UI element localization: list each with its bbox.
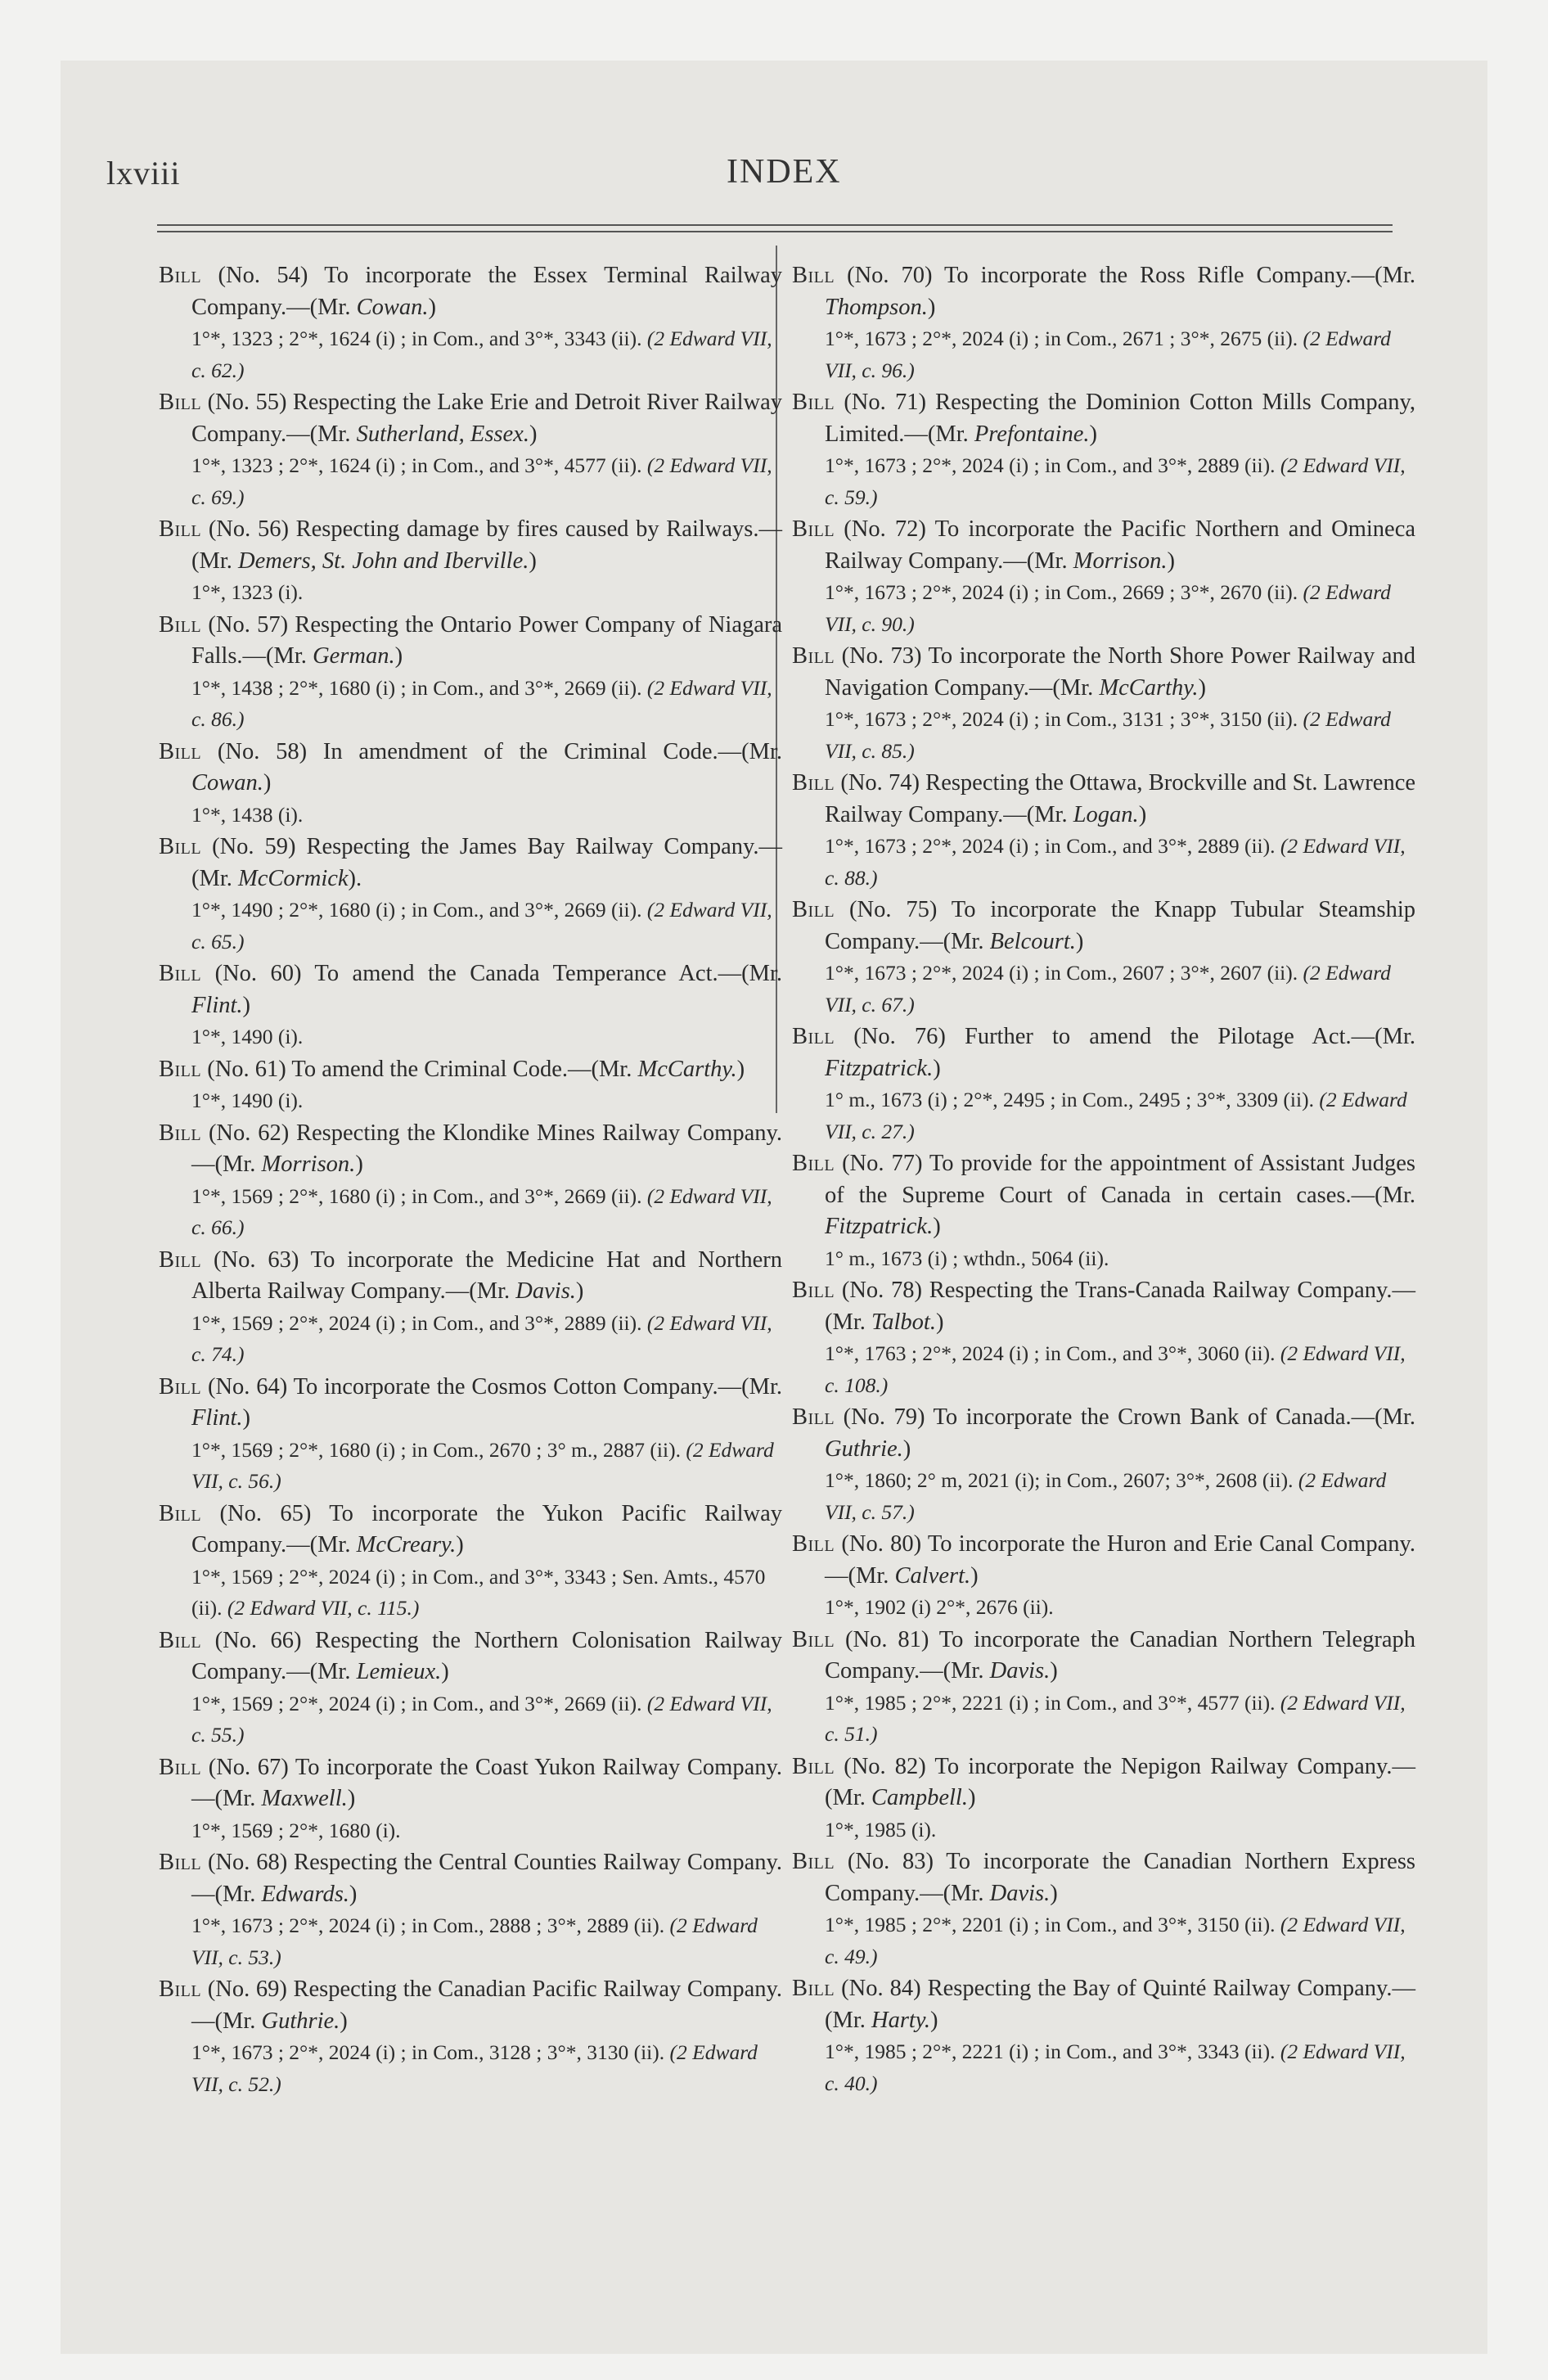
bill-chapter: (2 Edward VII, c. 62.) [191,327,772,382]
bill-references [792,958,1415,1021]
bill-lead: Bill [792,897,835,922]
index-entry [159,1054,782,1117]
bill-mover-close: ) [736,1056,745,1082]
bill-readings: 1°*, 1569 ; 2°*, 1680 (i) ; in Com., 2670 ; 3° m., 2887 (ii). [191,1437,681,1462]
bill-description: (No. 78) Respecting the Trans-Canada Railway Company.—(Mr. [825,1278,1416,1335]
bill-references [792,1465,1415,1528]
bill-mover-close: ) [456,1532,464,1557]
bill-mover-close: ) [1050,1658,1058,1684]
bill-lead: Bill [159,390,202,415]
bill-description: (No. 67) To incorporate the Coast Yukon Railway Company.—(Mr. [191,1754,782,1811]
bill-mover: Talbot. [871,1309,936,1335]
bill-references [792,1909,1415,1972]
bill-lead: Bill [159,1373,202,1400]
bill-chapter: (2 Edward VII, c. 40.) [825,2040,1406,2095]
index-entry [792,1846,1415,1972]
bill-lead: Bill [159,1120,202,1146]
bill-readings: 1°*, 1673 ; 2°*, 2024 (i) ; in Com., 2607 ; 3°*, 2607 (ii). [825,961,1298,985]
bill-chapter: (2 Edward VII, c. 85.) [825,707,1391,763]
bill-mover: Davis. [989,1880,1051,1906]
bill-chapter: (2 Edward VII, c. 51.) [825,1690,1406,1746]
bill-readings: 1°*, 1985 (i). [825,1817,937,1841]
index-entry [159,1752,782,1847]
bill-title [792,1402,1415,1465]
bill-references [792,1688,1415,1751]
bill-lead: Bill [159,1850,202,1875]
bill-references [159,1435,782,1498]
bill-mover-close: ) [935,1309,944,1335]
bill-lead: Bill [792,1278,835,1303]
bill-mover: McCarthy. [637,1056,737,1082]
bill-description: (No. 57) Respecting the Ontario Power Company of Niagara Falls.—(Mr. [191,611,783,669]
bill-description: (No. 82) To incorporate the Nepigon Railway Company.—(Mr. [825,1753,1416,1810]
index-entry [792,895,1415,1021]
page-title: INDEX [727,153,842,191]
index-entry [792,387,1415,513]
bill-chapter: (2 Edward VII, c. 67.) [825,961,1391,1016]
bill-readings: 1°*, 1323 ; 2°*, 1624 (i) ; in Com., and 3°*, 3343 (ii). [191,327,642,350]
bill-mover: McCarthy. [1099,674,1199,701]
bill-lead: Bill [159,1500,202,1526]
bill-chapter: (2 Edward VII, c. 90.) [825,580,1391,636]
bill-title [792,1275,1415,1338]
bill-title [159,1752,782,1815]
index-entry [792,260,1415,386]
index-entry [159,1974,782,2100]
bill-description: (No. 74) Respecting the Ottawa, Brockville and St. Lawrence Railway Company.—(Mr. [825,770,1416,827]
bill-readings: 1°*, 1985 ; 2°*, 2221 (i) ; in Com., and 3°*, 3343 (ii). [825,2040,1276,2063]
bill-lead: Bill [159,1246,202,1273]
bill-lead: Bill [159,1056,202,1082]
bill-readings: 1°*, 1438 ; 2°*, 1680 (i) ; in Com., and 3°*, 2669 (ii). [191,675,642,700]
bill-title [159,514,782,577]
bill-chapter: (2 Edward VII, c. 108.) [825,1341,1406,1397]
bill-mover-close: ) [967,1785,976,1810]
bill-description: (No. 61) To amend the Criminal Code.—(Mr. [207,1056,632,1082]
bill-readings: 1°*, 1569 ; 2°*, 2024 (i) ; in Com., and 3°*, 3343 ; Sen. Amts., 4570 (ii). [191,1564,766,1620]
bill-mover: McCormick [238,865,349,891]
bill-mover: Thompson. [825,294,928,320]
bill-readings: 1°*, 1323 (i). [191,580,304,604]
bill-title [792,1973,1415,2036]
bill-mover-close: ) [263,770,272,796]
bill-description: (No. 83) To incorporate the Canadian Northern Express Company.—(Mr. [825,1849,1415,1906]
bill-description: (No. 54) To incorporate the Essex Terminal Railway Company.—(Mr. [191,263,783,320]
bill-references [792,323,1415,386]
index-entry [159,387,782,513]
index-entry [159,610,782,736]
bill-lead: Bill [792,770,835,796]
bill-mover: Flint. [191,1405,243,1431]
bill-description: (No. 81) To incorporate the Canadian Northern Telegraph Company.—(Mr. [825,1626,1416,1684]
bill-mover: Prefontaine. [974,421,1090,447]
bill-readings: 1°*, 1323 ; 2°*, 1624 (i) ; in Com., and 3°*, 4577 (ii). [191,453,642,477]
bill-mover-close: ) [355,1152,363,1177]
bill-references [792,1243,1415,1275]
bill-description: (No. 73) To incorporate the North Shore Power Railway and Navigation Company.—(Mr. [825,643,1416,701]
bill-references [159,1308,782,1371]
index-entry [792,1402,1415,1528]
bill-mover-close: ) [529,548,537,574]
bill-title [792,1148,1415,1243]
bill-mover-close: ) [933,1214,941,1239]
bill-references [792,1084,1415,1147]
bill-mover: Fitzpatrick. [825,1214,934,1239]
bill-description: (No. 76) Further to amend the Pilotage Act.—(Mr. [853,1024,1415,1049]
bill-description: (No. 60) To amend the Canada Temperance Act.—(Mr. [214,961,783,986]
bill-title [159,737,782,800]
index-entry [792,1529,1415,1624]
bill-references [159,2037,782,2100]
bill-lead: Bill [159,263,202,288]
bill-mover: Cowan. [191,770,263,796]
index-entry [792,641,1415,767]
bill-description: (No. 79) To incorporate the Crown Bank of Canada.—(Mr. [843,1404,1416,1430]
bill-references [159,800,782,832]
bill-chapter: (2 Edward VII, c. 56.) [191,1437,774,1493]
bill-description: (No. 62) Respecting the Klondike Mines Railway Company.—(Mr. [191,1120,782,1177]
bill-references [792,1338,1415,1401]
bill-description: (No. 55) Respecting the Lake Erie and Detroit River Railway Company.—(Mr. [191,390,783,447]
bill-lead: Bill [792,1531,835,1557]
bill-title [159,1499,782,1562]
bill-description: (No. 68) Respecting the Central Counties Railway Company.—(Mr. [191,1850,782,1907]
header-rule-top [157,224,1393,226]
bill-mover: Morrison. [1073,548,1168,574]
bill-chapter: (2 Edward VII, c. 49.) [825,1913,1406,1968]
bill-mover: Lemieux. [356,1659,442,1684]
bill-mover-close: ) [927,294,936,320]
bill-description: (No. 59) Respecting the James Bay Railway Company.—(Mr. [191,834,782,891]
bill-title [792,641,1415,704]
bill-mover: Morrison. [261,1152,356,1177]
bill-chapter: (2 Edward VII, c. 86.) [191,675,772,731]
bill-title [159,1245,782,1308]
bill-references [159,673,782,736]
bill-description: (No. 75) To incorporate the Knapp Tubular Steamship Company.—(Mr. [825,897,1416,954]
bill-readings: 1° m., 1673 (i) ; wthdn., 5064 (ii). [825,1246,1109,1270]
index-entry [792,514,1415,640]
bill-title [792,895,1415,958]
bill-lead: Bill [159,516,202,542]
bill-readings: 1°*, 1569 ; 2°*, 2024 (i) ; in Com., and 3°*, 2669 (ii). [191,1691,642,1715]
bill-chapter: (2 Edward VII, c. 115.) [227,1596,420,1620]
bill-mover: Guthrie. [261,2008,340,2034]
bill-mover-close: ) [970,1562,979,1589]
index-entry [159,1847,782,1973]
bill-chapter: (2 Edward VII, c. 74.) [191,1310,772,1366]
bill-lead: Bill [792,516,835,542]
bill-references [159,1181,782,1244]
bill-description: (No. 80) To incorporate the Huron and Erie Canal Company.—(Mr. [825,1531,1416,1589]
bill-mover-close: ) [1050,1880,1058,1906]
bill-readings: 1°*, 1673 ; 2°*, 2024 (i) ; in Com., 2669 ; 3°*, 2670 (ii). [825,580,1298,604]
bill-mover-close: ) [930,2007,938,2033]
bill-lead: Bill [159,1754,202,1780]
bill-description: (No. 58) In amendment of the Criminal Code.—(Mr. [217,738,782,764]
bill-mover: Belcourt. [989,928,1076,954]
index-entry [159,1245,782,1371]
index-entry [792,768,1415,894]
index-entry [792,1751,1415,1846]
bill-references [159,895,782,958]
bill-description: (No. 72) To incorporate the Pacific Northern and Omineca Railway Company.—(Mr. [825,516,1415,574]
bill-readings: 1°*, 1673 ; 2°*, 2024 (i) ; in Com., and 3°*, 2889 (ii). [825,834,1276,858]
bill-description: (No. 77) To provide for the appointment of Assistant Judges of the Supreme Court of Canada in certain cases.—(Mr. [825,1151,1416,1208]
index-entry [792,1148,1415,1274]
bill-mover: Harty. [871,2007,931,2033]
bill-mover: Logan. [1073,801,1139,827]
bill-readings: 1°*, 1673 ; 2°*, 2024 (i) ; in Com., 2888 ; 3°*, 2889 (ii). [191,1913,665,1937]
bill-title [159,260,782,323]
bill-references [159,1021,782,1053]
bill-mover-close: ) [575,1278,584,1304]
bill-mover-close: ) [428,294,437,320]
index-entry [159,260,782,386]
bill-readings: 1°*, 1490 (i). [191,1025,304,1048]
bill-readings: 1°*, 1673 ; 2°*, 2024 (i) ; in Com., and 3°*, 2889 (ii). [825,453,1276,477]
index-entry [792,1275,1415,1401]
bill-mover-close: ) [1089,421,1097,447]
bill-title [159,832,782,895]
index-entry [159,1372,782,1498]
bill-mover: Davis. [989,1658,1051,1684]
bill-lead: Bill [792,1404,835,1430]
bill-title [792,387,1415,450]
bill-references [792,577,1415,640]
index-entry [159,832,782,958]
bill-mover-close: ) [394,643,403,669]
bill-lead: Bill [159,961,202,986]
bill-readings: 1°*, 1569 ; 2°*, 1680 (i). [191,1818,401,1842]
bill-description: (No. 65) To incorporate the Yukon Pacific Railway Company.—(Mr. [191,1500,782,1557]
bill-title [159,1974,782,2037]
bill-description: (No. 70) To incorporate the Ross Rifle Company.—(Mr. [847,263,1415,288]
bill-chapter: (2 Edward VII, c. 53.) [191,1913,758,1969]
bill-title [159,958,782,1021]
bill-chapter: (2 Edward VII, c. 55.) [191,1691,772,1747]
bill-references [792,1592,1415,1624]
index-column-left [159,260,782,2101]
index-entry [792,1973,1415,2099]
bill-references [159,1910,782,1973]
bill-mover: Calvert. [894,1562,971,1589]
bill-mover-close: ) [1138,801,1147,827]
bill-title [159,1118,782,1181]
bill-references [792,831,1415,894]
bill-references [792,1814,1415,1846]
bill-chapter: (2 Edward VII, c. 52.) [191,2040,758,2096]
bill-readings: 1°*, 1985 ; 2°*, 2221 (i) ; in Com., and 3°*, 4577 (ii). [825,1690,1276,1715]
bill-lead: Bill [792,390,835,415]
page-number: lxviii [106,155,181,192]
bill-lead: Bill [159,738,202,764]
bill-mover: Edwards. [261,1881,349,1907]
bill-title [159,1054,782,1086]
bill-lead: Bill [792,1151,835,1176]
bill-readings: 1°*, 1490 ; 2°*, 1680 (i) ; in Com., and 3°*, 2669 (ii). [191,898,642,922]
bill-lead: Bill [159,1977,202,2002]
bill-chapter: (2 Edward VII, c. 96.) [825,327,1391,382]
bill-lead: Bill [792,1753,835,1779]
bill-readings: 1°*, 1438 (i). [191,802,304,827]
bill-readings: 1°*, 1763 ; 2°*, 2024 (i) ; in Com., and 3°*, 3060 (ii). [825,1341,1276,1365]
bill-title [792,1751,1415,1814]
bill-lead: Bill [159,834,202,859]
index-entry [159,1499,782,1625]
bill-references [792,2036,1415,2099]
bill-lead: Bill [792,1024,835,1049]
bill-references [159,1815,782,1847]
bill-readings: 1°*, 1673 ; 2°*, 2024 (i) ; in Com., 3131 ; 3°*, 3150 (ii). [825,707,1298,731]
bill-chapter: (2 Edward VII, c. 65.) [191,898,772,953]
bill-chapter: (2 Edward VII, c. 57.) [825,1468,1387,1524]
index-entry [792,1625,1415,1751]
bill-mover-close: ) [349,1881,358,1907]
index-entry [159,1118,782,1244]
bill-mover-close: ) [1075,928,1084,954]
bill-title [792,1846,1415,1909]
bill-readings: 1°*, 1902 (i) 2°*, 2676 (ii). [825,1595,1054,1619]
bill-references [159,450,782,513]
bill-mover: Sutherland, Essex. [356,421,529,447]
bill-mover: Maxwell. [261,1786,348,1811]
bill-title [159,1847,782,1910]
bill-title [792,1021,1415,1084]
bill-mover-close: ) [933,1055,941,1081]
bill-mover-close: ) [347,1786,356,1811]
bill-chapter: (2 Edward VII, c. 88.) [825,834,1406,890]
bill-mover-close: ) [1198,674,1206,701]
bill-mover: Cowan. [356,294,429,320]
bill-description: (No. 56) Respecting damage by fires caused by Railways.—(Mr. [191,516,782,574]
bill-lead: Bill [159,1627,202,1653]
bill-lead: Bill [159,611,202,638]
bill-title [159,387,782,450]
bill-references [159,577,782,609]
bill-title [792,514,1415,577]
index-entry [159,1625,782,1751]
index-entry [159,514,782,609]
bill-readings: 1°*, 1673 ; 2°*, 2024 (i) ; in Com., 2671 ; 3°*, 2675 (ii). [825,327,1298,350]
bill-mover-close: ) [1167,548,1176,574]
bill-lead: Bill [792,643,835,669]
bill-lead: Bill [792,1976,835,2001]
bill-description: (No. 69) Respecting the Canadian Pacific Railway Company.—(Mr. [191,1977,783,2034]
bill-title [159,1625,782,1688]
bill-description: (No. 66) Respecting the Northern Colonisation Railway Company.—(Mr. [191,1627,782,1684]
bill-title [159,1372,782,1435]
bill-mover-close: ) [441,1659,449,1684]
bill-mover-close: ) [340,2008,348,2034]
bill-references [792,450,1415,513]
bill-mover-close: ). [348,865,362,891]
bill-readings: 1° m., 1673 (i) ; 2°*, 2495 ; in Com., 2495 ; 3°*, 3309 (ii). [825,1088,1314,1111]
bill-description: (No. 71) Respecting the Dominion Cotton Mills Company, Limited.—(Mr. [825,390,1416,447]
bill-mover-close: ) [242,992,251,1018]
index-entry [159,958,782,1053]
bill-chapter: (2 Edward VII, c. 59.) [825,453,1406,509]
bill-description: (No. 63) To incorporate the Medicine Hat and Northern Alberta Railway Company.—(Mr. [191,1246,783,1304]
bill-references [159,323,782,386]
bill-description: (No. 84) Respecting the Bay of Quinté Railway Company.—(Mr. [825,1976,1416,2033]
bill-title [792,768,1415,831]
bill-mover: McCreary. [356,1532,457,1557]
index-entry [159,737,782,832]
header-rule-bottom [157,231,1393,232]
bill-mover: Demers, St. John and Iberville. [238,548,529,574]
bill-mover: Davis. [515,1278,576,1304]
bill-description: (No. 64) To incorporate the Cosmos Cotton Company.—(Mr. [207,1373,783,1400]
bill-readings: 1°*, 1569 ; 2°*, 1680 (i) ; in Com., and 3°*, 2669 (ii). [191,1183,642,1208]
bill-readings: 1°*, 1569 ; 2°*, 2024 (i) ; in Com., and 3°*, 2889 (ii). [191,1310,642,1335]
bill-references [159,1562,782,1625]
bill-references [159,1085,782,1117]
bill-lead: Bill [792,1849,835,1874]
bill-chapter: (2 Edward VII, c. 69.) [191,453,772,509]
bill-readings: 1°*, 1673 ; 2°*, 2024 (i) ; in Com., 3128 ; 3°*, 3130 (ii). [191,2040,665,2064]
bill-title [159,610,782,673]
bill-mover-close: ) [902,1436,911,1462]
bill-mover: Fitzpatrick. [825,1055,934,1081]
bill-readings: 1°*, 1490 (i). [191,1089,304,1112]
bill-lead: Bill [792,1626,835,1652]
bill-references [159,1688,782,1751]
bill-title [792,1625,1415,1688]
bill-title [792,1529,1415,1592]
bill-mover-close: ) [529,421,538,447]
bill-chapter: (2 Edward VII, c. 66.) [191,1183,772,1239]
bill-readings: 1°*, 1860; 2° m, 2021 (i); in Com., 2607; 3°*, 2608 (ii). [825,1468,1294,1492]
index-column-right [792,260,1415,2100]
bill-title [792,260,1415,323]
bill-mover-close: ) [242,1405,251,1431]
index-entry [792,1021,1415,1147]
bill-readings: 1°*, 1985 ; 2°*, 2201 (i) ; in Com., and 3°*, 3150 (ii). [825,1913,1276,1936]
bill-mover: Guthrie. [825,1436,903,1462]
bill-references [792,704,1415,767]
bill-lead: Bill [792,263,835,288]
bill-mover: Campbell. [871,1785,968,1810]
bill-mover: Flint. [191,992,243,1018]
bill-mover: German. [313,643,395,669]
bill-chapter: (2 Edward VII, c. 27.) [825,1088,1407,1143]
